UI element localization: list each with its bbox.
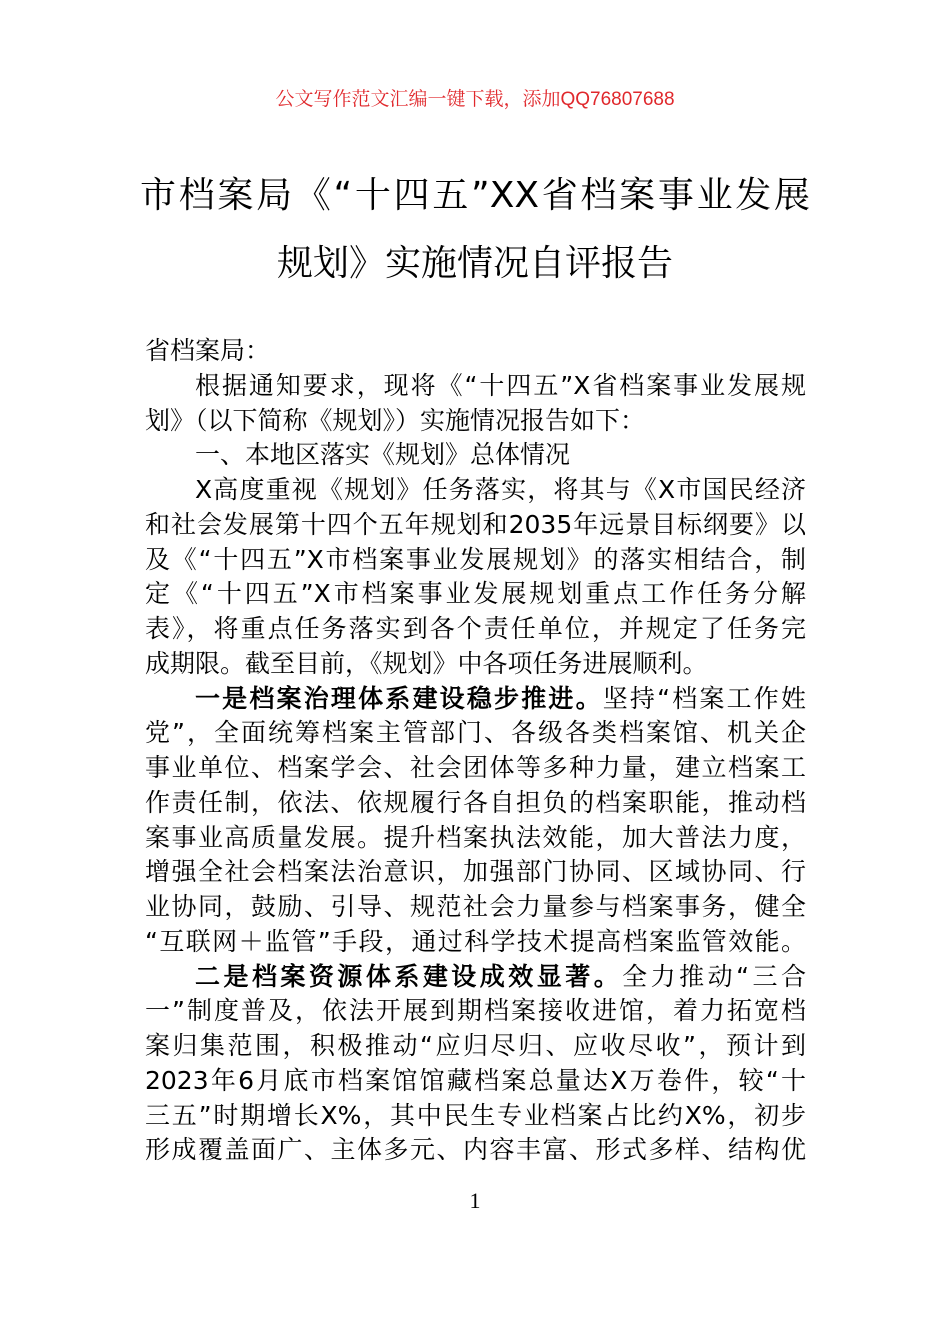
text-line: 及《“十四五”X市档案事业发展规划》的落实相结合，制 [145,544,806,574]
text-line: 和社会发展第十四个五年规划和2035年远景目标纲要》以 [145,509,806,539]
text-line: 定《“十四五”X市档案事业发展规划重点工作任务分解 [145,579,806,609]
salutation: 省档案局： [145,336,271,365]
text-line: 案归集范围，积极推动“应归尽归、应收尽收”，预计到 [145,1031,806,1060]
text-line: 2023年6月底市档案馆馆藏档案总量达X万卷件，较“十 [145,1065,806,1095]
text-line: 形成覆盖面广、主体多元、内容丰富、形式多样、结构优 [145,1135,806,1165]
section-heading: 一、本地区落实《规划》总体情况 [195,440,571,470]
document-title-line-2: 规划》实施情况自评报告 [276,243,673,284]
text-line: 一”制度普及，依法开展到期档案接收进馆，着力拓宽档 [145,996,806,1026]
watermark-text: 公文写作范文汇编一键下载，添加QQ76807688 [275,89,675,110]
text-line: 划》（以下简称《规划》）实施情况报告如下： [145,405,646,435]
text-line [145,682,806,717]
text-line: 成期限。截至目前，《规划》中各项任务进展顺利。 [145,648,708,678]
text-line: “互联网＋监管”手段，通过科学技术提高档案监管效能。 [145,926,806,956]
document-title-line-1: 市档案局《“十四五”XX省档案事业发展 [140,175,810,216]
text-line: 党”，全面统筹档案主管部门、各级各类档案馆、机关企 [145,718,806,748]
text-span: 坚持“档案工作姓 [602,683,806,713]
text-span: 全力推动“三合 [622,961,806,991]
text-line: 案事业高质量发展。提升档案执法效能，加大普法力度， [145,822,806,852]
text-line [145,960,806,995]
bold-lead: 一是档案治理体系建设稳步推进。 [195,683,603,713]
page-number: 1 [469,1188,481,1213]
text-line: 根据通知要求，现将《“十四五”X省档案事业发展规 [195,370,806,400]
document-body [145,334,806,1168]
text-line: 三五”时期增长X%，其中民生专业档案占比约X%，初步 [145,1100,806,1130]
text-line: 业协同，鼓励、引导、规范社会力量参与档案事务，健全 [145,892,806,921]
text-line: 事业单位、档案学会、社会团体等多种力量，建立档案工 [145,753,806,782]
text-line: 增强全社会档案法治意识，加强部门协同、区域协同、行 [145,857,806,887]
bold-lead: 二是档案资源体系建设成效显著。 [195,961,623,991]
text-line: X高度重视《规划》任务落实，将其与《X市国民经济 [195,475,806,504]
text-line: 表》，将重点任务落实到各个责任单位，并规定了任务完 [145,614,806,643]
text-line: 作责任制，依法、依规履行各自担负的档案职能，推动档 [145,787,806,817]
